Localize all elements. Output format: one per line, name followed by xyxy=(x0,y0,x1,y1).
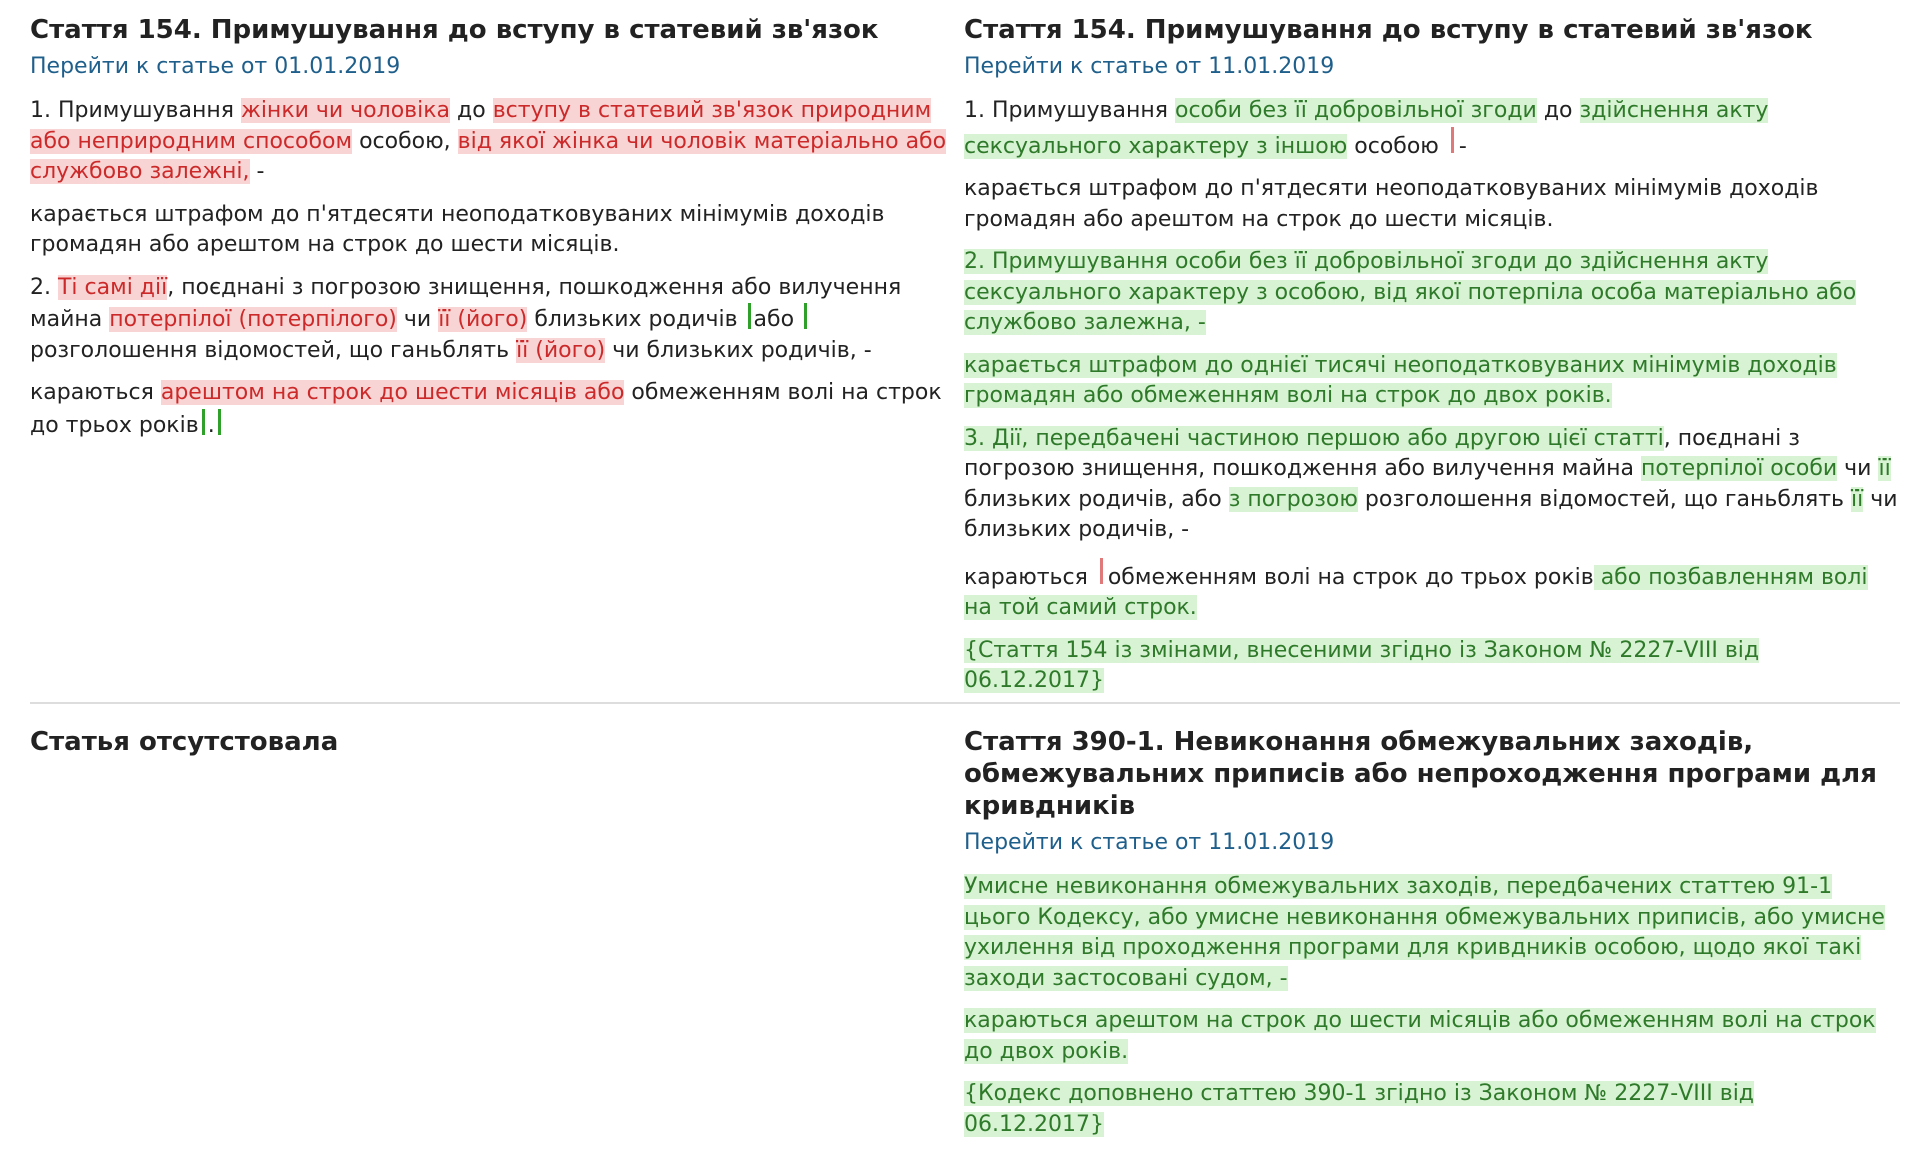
inserted-text: Умисне невиконання обмежувальних заходів, передбачених статтею 91-1 цього Кодексу, або умисне невиконання обмежувальних приписів, або умисне ухилення від проходження програми для кривдників особою, щодо якої такі заходи застосовані судом, - xyxy=(964,874,1885,991)
insertion-marker xyxy=(804,303,807,329)
text-segment: до xyxy=(1536,98,1580,123)
deleted-text: жінки чи чоловіка xyxy=(241,98,451,123)
insertion-marker xyxy=(202,409,205,435)
deleted-text: Ті самі дії xyxy=(57,274,168,300)
text-segment: обмеженням волі на строк до трьох років xyxy=(30,380,942,438)
inserted-text: {Кодекс доповнено статтею 390-1 згідно із Законом № 2227-VIII від 06.12.2017} xyxy=(964,1081,1755,1137)
text-segment: чи близьких родичів, - xyxy=(605,337,872,363)
paragraph-4-old xyxy=(30,378,960,441)
deleted-text: потерпілої (потерпілого) xyxy=(109,307,397,332)
inserted-text: потерпілої особи xyxy=(1641,456,1838,481)
deleted-text: вступу в статевий зв'язок природним або неприродним способом xyxy=(30,98,932,154)
inserted-text: караються арештом на строк до шести місяців або обмеженням волі на строк до двох років. xyxy=(964,1008,1876,1064)
text-segment: особою xyxy=(1347,133,1446,159)
text-segment: - xyxy=(249,159,265,184)
text-segment: чи близьких родичів, - xyxy=(964,486,1898,542)
inserted-text: здійснення акту сексуального характеру з іншою xyxy=(964,98,1769,159)
inserted-text: її xyxy=(1878,456,1891,481)
text-segment: . xyxy=(207,412,215,438)
paragraph-2-new: карається штрафом до п'ятдесяти неоподатковуваних мінімумів доходів громадян або арештом на строк до шести місяців. xyxy=(964,176,1819,232)
text-segment: чи xyxy=(1837,456,1879,481)
text-segment: 2. xyxy=(30,274,58,300)
new-version-column xyxy=(964,14,1900,709)
inserted-text: 2. Примушування особи без її добровільної згоди до здійснення акту сексуального характеру з особою, від якої потерпіла особа матеріально або службово залежна, - xyxy=(964,249,1857,335)
goto-article-link-new[interactable]: Перейти к статье от 11.01.2019 xyxy=(964,830,1335,855)
goto-article-link-old[interactable]: Перейти к статье от 01.01.2019 xyxy=(30,54,401,79)
inserted-text: {Стаття 154 із змінами, внесеними згідно із Законом № 2227-VIII від 06.12.2017} xyxy=(964,637,1760,693)
text-segment: караються xyxy=(30,380,161,405)
old-version-column xyxy=(30,726,960,764)
article-title-old: Стаття 154. Примушування до вступу в статевий зв'язок xyxy=(30,15,879,45)
text-segment: 1. Примушування xyxy=(964,98,1175,123)
article-title-new: Стаття 390-1. Невиконання обмежувальних заходів, обмежувальних приписів або непроходження програми для кривдників xyxy=(964,727,1877,821)
text-segment: розголошення відомостей, що ганьблять xyxy=(30,337,517,363)
text-segment: , поєднані з погрозою знищення, пошкодження або вилучення майна xyxy=(30,274,902,332)
article-missing-label: Статья отсутстовала xyxy=(30,727,339,757)
text-segment: - xyxy=(1458,133,1467,159)
text-segment: або xyxy=(753,307,802,332)
inserted-text: карається штрафом до однієї тисячі неоподатковуваних мінімумів доходів громадян або обмеженням волі на строк до двох років. xyxy=(964,352,1837,408)
goto-article-link-new[interactable]: Перейти к статье от 11.01.2019 xyxy=(964,54,1335,79)
deleted-text: її (його) xyxy=(438,307,528,332)
text-segment: або xyxy=(1181,486,1229,512)
text-segment: караються xyxy=(964,564,1095,590)
text-segment: близьких родичів, xyxy=(964,486,1182,512)
deleted-text: від якої жінка чи чоловік матеріально або службово залежні, xyxy=(30,128,947,184)
deletion-marker xyxy=(1100,558,1103,584)
paragraph-6-new xyxy=(964,558,1900,624)
text-segment: особою, xyxy=(352,128,458,154)
section-divider xyxy=(30,702,1900,704)
text-segment: 1. Примушування xyxy=(30,98,241,123)
paragraph-4-new xyxy=(964,351,1900,412)
text-segment: , поєднані з погрозою знищення, пошкодження або вилучення майна xyxy=(964,425,1800,481)
paragraph-1-new xyxy=(964,96,1900,162)
old-version-column xyxy=(30,14,960,453)
new-version-column xyxy=(964,726,1900,1152)
text-segment: обмеженням волі на строк до трьох років xyxy=(1107,564,1594,590)
insertion-marker xyxy=(218,409,221,435)
text-segment: розголошення відомостей, що ганьблять xyxy=(1357,486,1851,512)
text-segment: близьких родичів xyxy=(527,307,745,332)
paragraph-1-new xyxy=(964,872,1900,994)
article-title-new: Стаття 154. Примушування до вступу в статевий зв'язок xyxy=(964,15,1813,45)
insertion-marker xyxy=(748,303,751,329)
deleted-text: її (його) xyxy=(516,337,606,363)
inserted-text: її xyxy=(1850,486,1864,512)
deletion-marker xyxy=(1451,127,1454,153)
inserted-text: особи без її добровільної згоди xyxy=(1175,98,1537,123)
paragraph-1-old xyxy=(30,96,960,188)
paragraph-5-new xyxy=(964,424,1900,546)
paragraph-2-old: карається штрафом до п'ятдесяти неоподатковуваних мінімумів доходів громадян або арештом на строк до шести місяців. xyxy=(30,201,885,257)
deleted-text: арештом на строк до шести місяців або xyxy=(160,380,625,405)
paragraph-3-new xyxy=(964,247,1900,339)
amendment-note xyxy=(964,636,1900,697)
paragraph-3-old xyxy=(30,273,960,367)
paragraph-2-new xyxy=(964,1006,1900,1067)
inserted-text: з погрозою xyxy=(1228,486,1358,512)
inserted-text: 3. Дії, передбачені частиною першою або другою цієї статті xyxy=(964,425,1664,451)
inserted-text: або позбавленням волі на той самий строк. xyxy=(964,564,1868,620)
text-segment: до xyxy=(450,98,493,123)
amendment-note xyxy=(964,1079,1900,1140)
text-segment: чи xyxy=(396,307,439,332)
